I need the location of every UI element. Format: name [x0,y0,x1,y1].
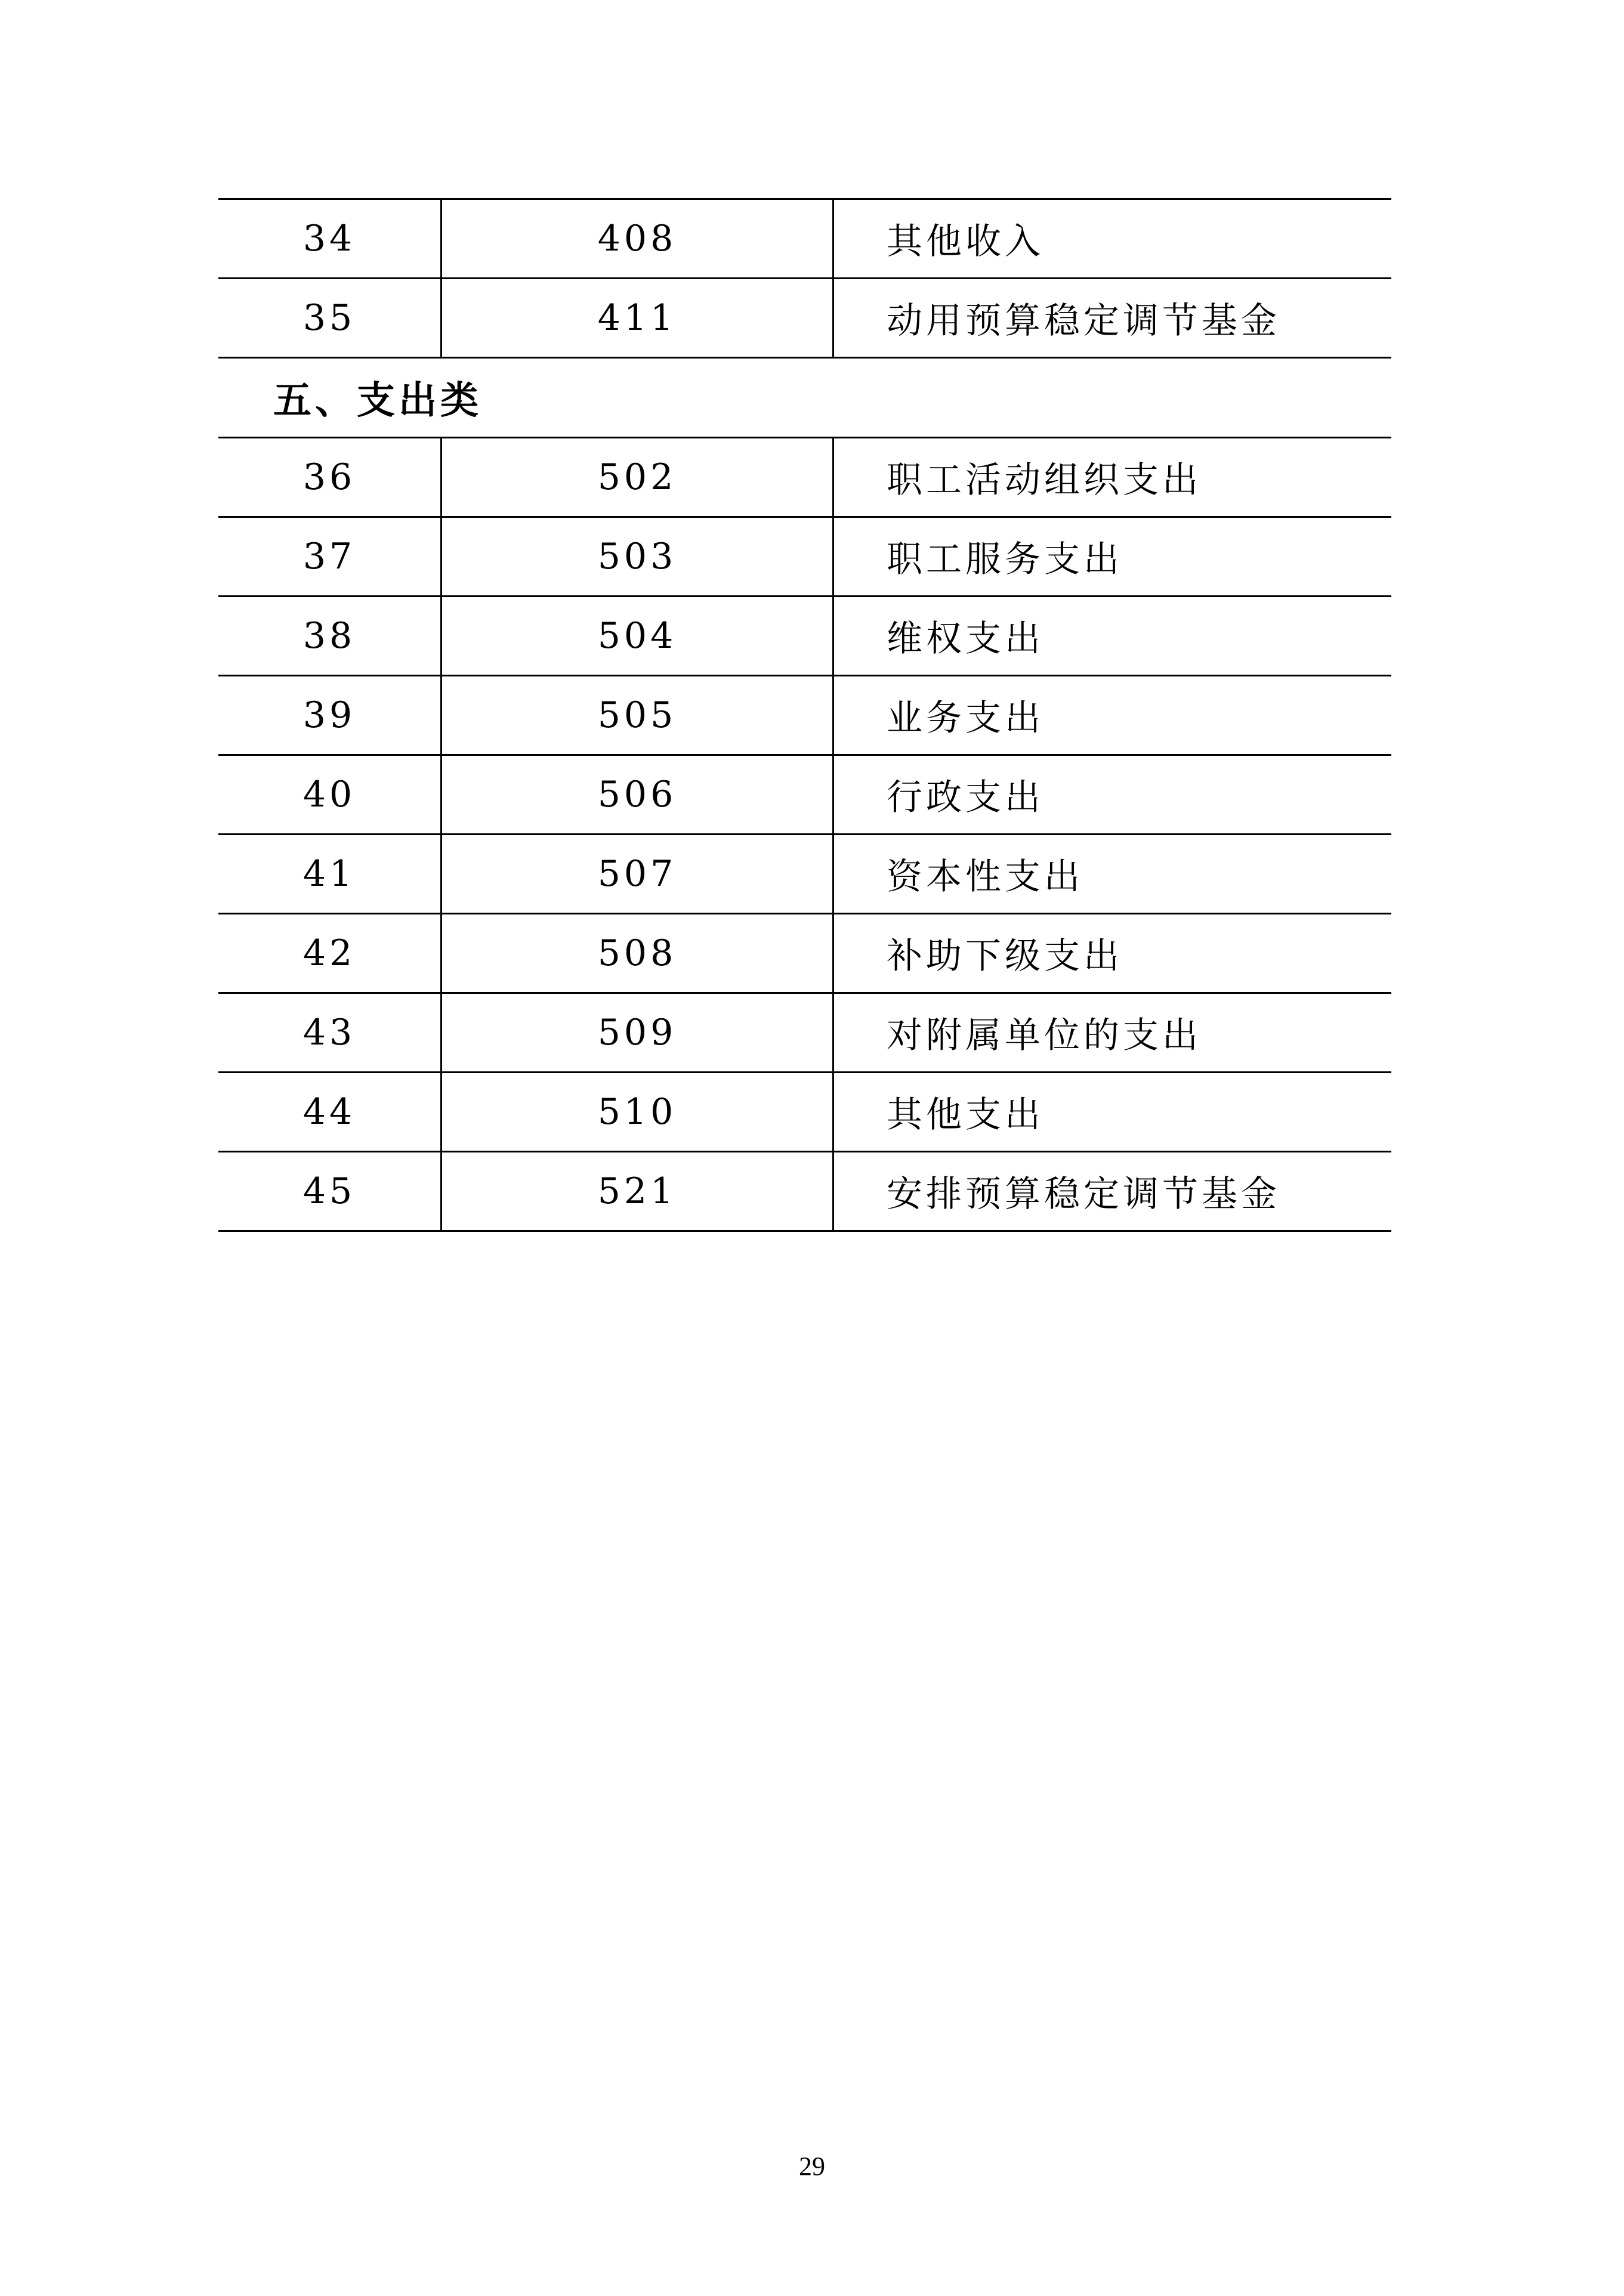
row-index: 38 [218,597,441,676]
account-code: 502 [441,438,833,517]
row-index: 34 [218,199,441,279]
account-name: 职工活动组织支出 [833,438,1392,517]
row-index: 37 [218,517,441,597]
table-row [218,993,1391,1073]
account-name: 安排预算稳定调节基金 [833,1152,1392,1231]
account-code: 408 [441,199,833,279]
table-row [218,1073,1391,1152]
account-name: 业务支出 [833,676,1392,755]
account-name: 其他支出 [833,1073,1392,1152]
table-row [218,597,1391,676]
row-index: 45 [218,1152,441,1231]
account-code: 507 [441,835,833,914]
row-index: 40 [218,755,441,835]
account-code: 521 [441,1152,833,1231]
account-name: 其他收入 [833,199,1392,279]
section-heading-expenditure: 五、支出类 [273,379,482,423]
account-code: 509 [441,993,833,1073]
account-name: 维权支出 [833,597,1392,676]
row-index: 35 [218,279,441,358]
account-name: 动用预算稳定调节基金 [833,279,1392,358]
row-index: 42 [218,914,441,993]
row-index: 41 [218,835,441,914]
row-index: 36 [218,438,441,517]
account-code: 510 [441,1073,833,1152]
account-name: 补助下级支出 [833,914,1392,993]
account-code: 505 [441,676,833,755]
table-row [218,835,1391,914]
table-row [218,755,1391,835]
income-accounts-table [218,198,1391,359]
account-code: 504 [441,597,833,676]
table-row [218,438,1391,517]
table-row [218,517,1391,597]
account-code: 503 [441,517,833,597]
table-row [218,279,1391,358]
account-name: 行政支出 [833,755,1392,835]
account-name: 职工服务支出 [833,517,1392,597]
row-index: 43 [218,993,441,1073]
table-row [218,199,1391,279]
table-row [218,676,1391,755]
table-row [218,1152,1391,1231]
table-row [218,914,1391,993]
account-code: 508 [441,914,833,993]
expenditure-accounts-table [218,437,1391,1232]
account-name: 对附属单位的支出 [833,993,1392,1073]
row-index: 39 [218,676,441,755]
account-code: 411 [441,279,833,358]
account-name: 资本性支出 [833,835,1392,914]
account-code: 506 [441,755,833,835]
page-number: 29 [799,2152,825,2181]
row-index: 44 [218,1073,441,1152]
